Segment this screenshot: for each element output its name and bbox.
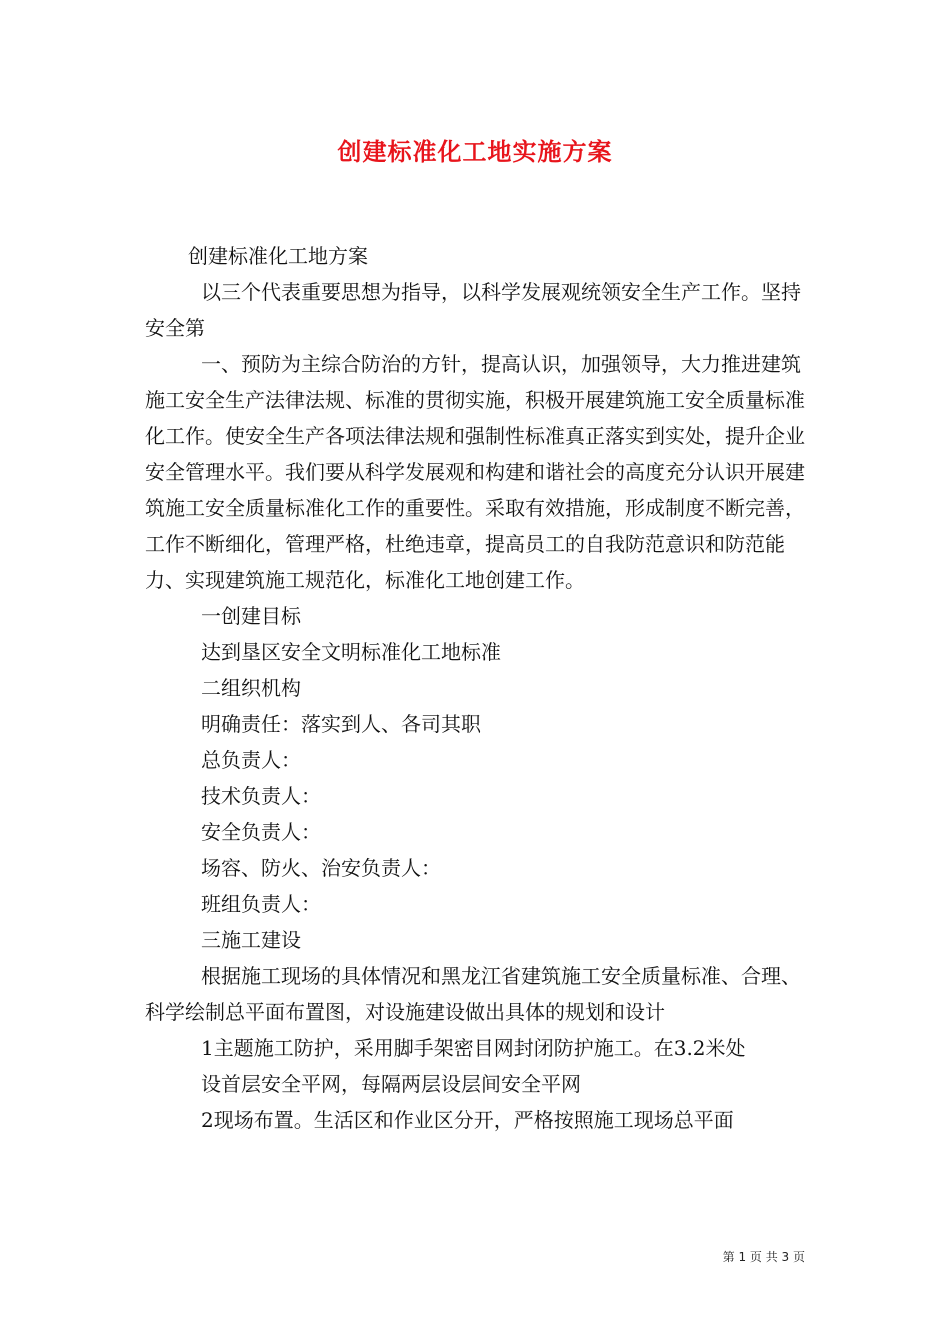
- section-heading: 一创建目标: [201, 604, 301, 628]
- section-heading: 三施工建设: [201, 928, 301, 952]
- paragraph: 创建标准化工地方案: [188, 244, 368, 268]
- section-heading: 二组织机构: [201, 676, 301, 700]
- paragraph: 班组负责人：: [201, 892, 321, 916]
- paragraph: 达到垦区安全文明标准化工地标准: [201, 640, 501, 664]
- paragraph: 明确责任：落实到人、各司其职: [201, 712, 481, 736]
- document-body: [145, 238, 815, 1138]
- paragraph: 以三个代表重要思想为指导，以科学发展观统领安全生产工作。坚持安全第: [145, 280, 801, 340]
- page-title: 创建标准化工地实施方案: [337, 137, 613, 166]
- paragraph: 场容、防火、治安负责人：: [201, 856, 441, 880]
- paragraph: 安全负责人：: [201, 820, 321, 844]
- paragraph: 总负责人：: [201, 748, 301, 772]
- paragraph: 2现场布置。生活区和作业区分开，严格按照施工现场总平面: [201, 1108, 734, 1132]
- paragraph: 一、预防为主综合防治的方针，提高认识，加强领导，大力推进建筑施工安全生产法律法规、标准的贯彻实施，积极开展建筑施工安全质量标准化工作。使安全生产各项法律法规和强制性标准真正落实到实处，提升企业安全管理水平。我们要从科学发展观和构建和谐社会的高度充分认识开展建筑施工安全质量标准化工作的重要性。采取有效措施，形成制度不断完善，工作不断细化，管理严格，杜绝违章，提高员工的自我防范意识和防范能力、实现建筑施工规范化，标准化工地创建工作。: [145, 352, 805, 592]
- paragraph: 技术负责人：: [201, 784, 321, 808]
- paragraph: 1主题施工防护，采用脚手架密目网封闭防护施工。在3.2米处: [201, 1036, 746, 1060]
- page-number: 第 1 页 共 3 页: [722, 1250, 805, 1264]
- paragraph: 设首层安全平网，每隔两层设层间安全平网: [201, 1072, 581, 1096]
- paragraph: 根据施工现场的具体情况和黑龙江省建筑施工安全质量标准、合理、科学绘制总平面布置图，对设施建设做出具体的规划和设计: [145, 964, 801, 1024]
